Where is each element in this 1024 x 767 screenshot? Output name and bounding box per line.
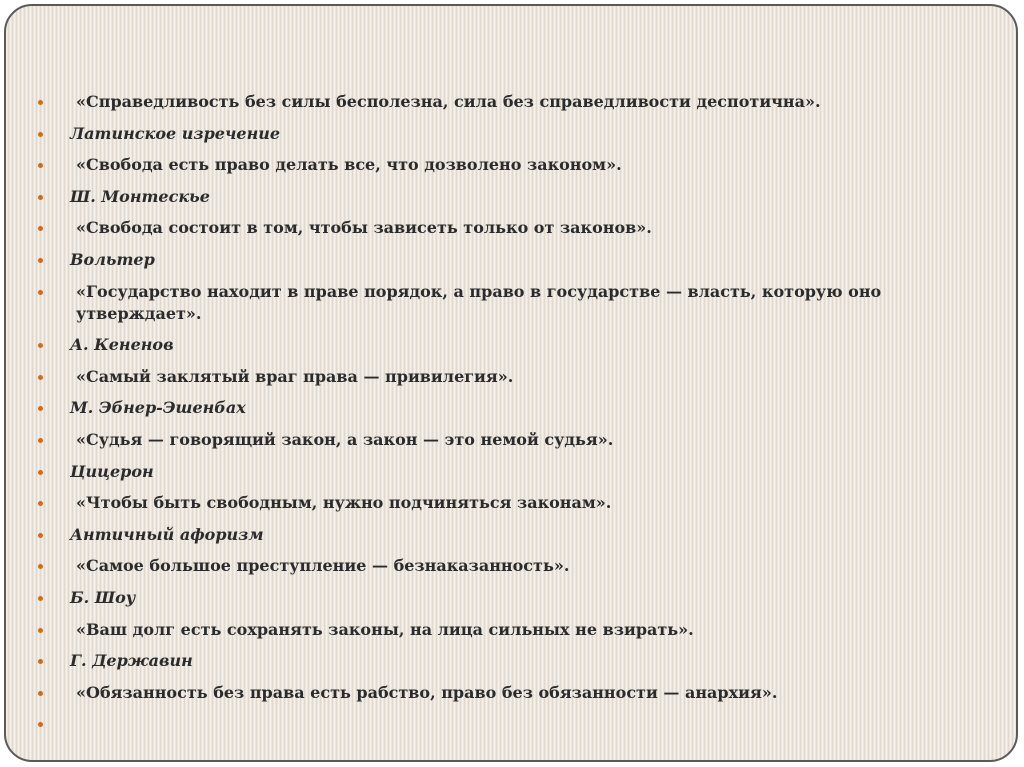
bullet-dot-icon: [38, 438, 43, 443]
bullet-dot-icon: [38, 628, 43, 633]
bullet-dot-icon: [38, 659, 43, 664]
list-item: [6, 397, 1016, 419]
bullet-dot-icon: [38, 470, 43, 475]
list-item: [6, 154, 1016, 176]
list-item: [6, 123, 1016, 145]
item-text: М. Эбнер-Эшенбах: [70, 398, 246, 418]
bullet-dot-icon: [38, 258, 43, 263]
bullet-dot-icon: [38, 564, 43, 569]
bullet-dot-icon: [38, 375, 43, 380]
bullet-dot-icon: [38, 163, 43, 168]
bullet-dot-icon: [38, 100, 43, 105]
bullet-dot-icon: [38, 290, 43, 295]
quote-list: [6, 91, 1016, 745]
item-text: Цицерон: [70, 461, 154, 481]
item-text: «Чтобы быть свободным, нужно подчиняться законам».: [76, 493, 612, 513]
list-item: [6, 524, 1016, 546]
item-text: Ш. Монтескье: [70, 186, 210, 206]
item-text: «Ваш долг есть сохранять законы, на лица сильных не взирать».: [76, 619, 694, 639]
bullet-dot-icon: [38, 195, 43, 200]
list-item: [6, 650, 1016, 672]
list-item: [6, 682, 1016, 704]
list-item: [6, 713, 1016, 735]
bullet-dot-icon: [38, 226, 43, 231]
item-text: «Государство находит в праве порядок, а право в государстве — власть, которую оно утверждает».: [76, 281, 882, 323]
list-item: [6, 91, 1016, 113]
list-item: [6, 217, 1016, 239]
item-text: «Самое большое преступление — безнаказанность».: [76, 556, 570, 576]
item-text: Вольтер: [70, 249, 155, 269]
list-item: [6, 249, 1016, 271]
list-item: [6, 366, 1016, 388]
bullet-dot-icon: [38, 343, 43, 348]
item-text: «Судья — говорящий закон, а закон — это немой судья».: [76, 429, 614, 449]
list-item: [6, 619, 1016, 641]
item-text: Латинское изречение: [70, 123, 281, 143]
list-item: [6, 461, 1016, 483]
item-text: А. Кененов: [70, 335, 174, 355]
item-text: «Обязанность без права есть рабство, право без обязанности — анархия».: [76, 682, 778, 702]
item-text: Г. Державин: [70, 651, 193, 671]
item-text: Античный афоризм: [70, 524, 264, 544]
item-text: «Самый заклятый враг права — привилегия».: [76, 366, 514, 386]
bullet-dot-icon: [38, 501, 43, 506]
item-text: «Свобода есть право делать все, что дозволено законом».: [76, 155, 622, 175]
list-item: [6, 186, 1016, 208]
list-item: [6, 587, 1016, 609]
bullet-dot-icon: [38, 406, 43, 411]
list-item: [6, 334, 1016, 356]
bullet-dot-icon: [38, 596, 43, 601]
bullet-dot-icon: [38, 132, 43, 137]
bullet-dot-icon: [38, 722, 43, 727]
list-item: [6, 429, 1016, 451]
item-text: «Справедливость без силы бесполезна, сила без справедливости деспотична».: [76, 92, 821, 111]
bullet-dot-icon: [38, 691, 43, 696]
item-text: «Свобода состоит в том, чтобы зависеть только от законов».: [76, 218, 652, 238]
item-text: Б. Шоу: [70, 587, 136, 607]
list-item: [6, 492, 1016, 514]
list-item: [6, 281, 1016, 325]
slide: [4, 4, 1018, 762]
bullet-dot-icon: [38, 533, 43, 538]
list-item: [6, 555, 1016, 577]
